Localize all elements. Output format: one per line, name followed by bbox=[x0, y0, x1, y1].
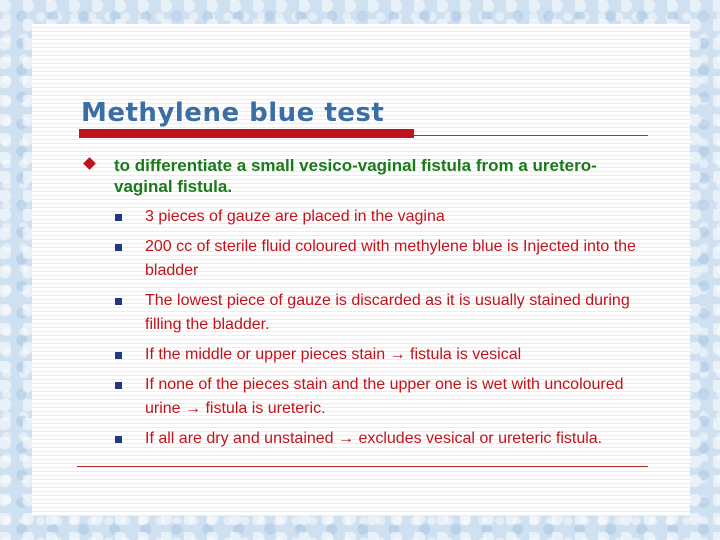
square-bullet-icon bbox=[115, 352, 122, 359]
square-bullet-icon bbox=[115, 382, 122, 389]
square-bullet-icon bbox=[115, 436, 122, 443]
square-bullet-icon bbox=[115, 244, 122, 251]
red-diamond-icon bbox=[83, 157, 96, 170]
list-item bbox=[114, 235, 654, 283]
list-item bbox=[114, 373, 654, 421]
list-item bbox=[114, 289, 654, 337]
slide-title: Methylene blue test bbox=[81, 98, 385, 128]
list-item bbox=[114, 343, 654, 367]
main-bullet-point bbox=[80, 155, 640, 197]
sub-bullet-text: If all are dry and unstained → excludes vesical or ureteric fistula. bbox=[145, 430, 603, 447]
sub-bullet-text: 200 cc of sterile fluid coloured with methylene blue is Injected into the bladder bbox=[145, 238, 636, 279]
sub-bullet-text: The lowest piece of gauze is discarded as it is usually stained during filling the bladder. bbox=[145, 292, 630, 333]
sub-bullet-text: If the middle or upper pieces stain → fistula is vesical bbox=[145, 346, 522, 363]
main-bullet-text: to differentiate a small vesico-vaginal fistula from a uretero-vaginal fistula. bbox=[114, 156, 597, 196]
sub-bullet-list bbox=[114, 205, 654, 457]
slide bbox=[32, 24, 690, 516]
sub-bullet-text: 3 pieces of gauze are placed in the vagina bbox=[145, 208, 445, 225]
title-divider-line bbox=[414, 135, 648, 136]
title-underline-bar bbox=[79, 129, 414, 138]
square-bullet-icon bbox=[115, 298, 122, 305]
square-bullet-icon bbox=[115, 214, 122, 221]
bottom-divider-line bbox=[77, 466, 648, 467]
list-item bbox=[114, 205, 654, 229]
list-item bbox=[114, 427, 654, 451]
sub-bullet-text: If none of the pieces stain and the upper one is wet with uncoloured urine → fistula is ureteric. bbox=[145, 376, 624, 417]
